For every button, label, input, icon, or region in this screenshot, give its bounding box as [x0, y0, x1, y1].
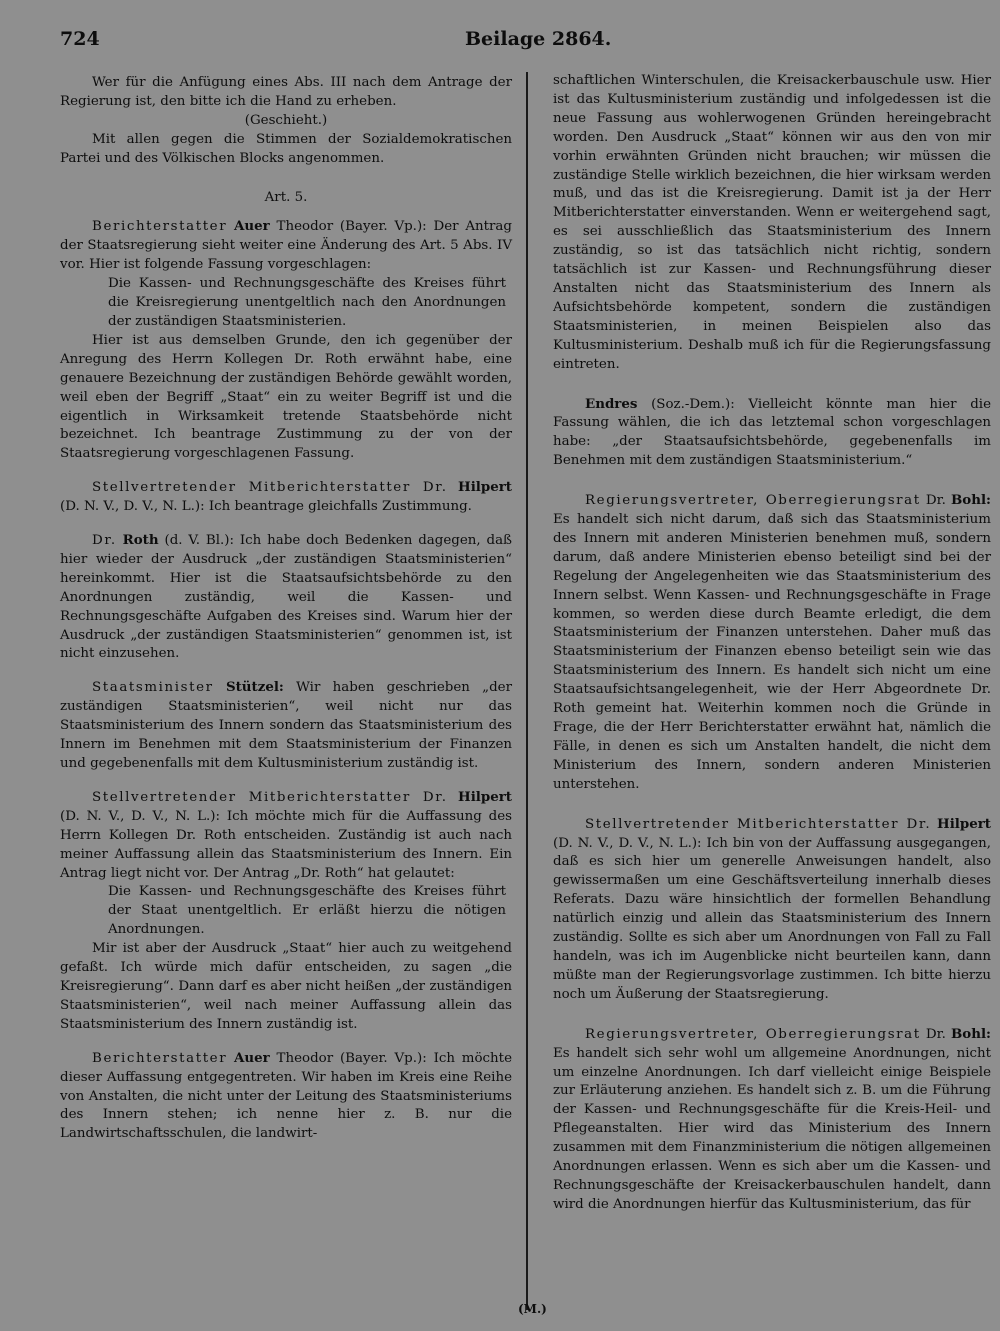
quoted-text: Die Kassen- und Rechnungsgeschäfte des Kreises führt die Kreisregierung unentgeltlich nach den Anordnungen der zuständigen Staatsministerien. [108, 276, 506, 329]
printer-mark: (M.) [518, 1302, 547, 1316]
paragraph: Mit allen gegen die Stimmen der Sozialdemokratischen Partei und des Völkischen Blocks angenommen. [60, 131, 512, 166]
article-heading: Art. 5. [264, 189, 308, 205]
speaker-role: Stellvertretender Mitberichterstatter Dr. [585, 816, 932, 832]
speaker-name: Roth [122, 532, 159, 549]
speaker-name: Hilpert [458, 788, 512, 805]
speech-paragraph [553, 395, 991, 472]
paragraph: Hier ist aus demselben Grunde, den ich gegenüber der Anregung des Herrn Kollegen Dr. Roth erwähnt habe, eine genauere Bezeichnung der zuständigen Behörde gewählt worden, weil eben der Begriff „Staat“ ein zu weiter Begriff ist und die eigentlich in Wirksamkeit tretende Staatsbehörde nicht bezeichnet. Ich beantrage Zustimmung zu der von der Staatsregierung vorgeschlagenen Fassung. [60, 332, 512, 462]
speaker-name: Hilpert [458, 479, 512, 496]
speech-text: (Soz.-Dem.): Vielleicht könnte man hier die Fassung wählen, die ich das letztemal schon vorgeschlagen habe: „der Staatsaufsichtsbehörde, gegebenenfalls im Benehmen mit dem zuständigen Staatsministerium.“ [553, 396, 991, 469]
speech-paragraph [60, 217, 512, 275]
speaker-name: Auer [234, 1049, 270, 1066]
speech-paragraph [60, 1049, 512, 1145]
speaker-title: Dr. [925, 1026, 946, 1042]
paragraph: Mir ist aber der Ausdruck „Staat“ hier auch zu weitgehend gefaßt. Ich würde mich dafür entscheiden, zu sagen „die Kreisregierung“. Dann darf es aber nicht heißen „der zuständigen Staatsministerien“, weil nach meiner Auffassung allein das Staatsministerium des Innern zuständig ist. [60, 941, 512, 1032]
speaker-role: Staatsminister [92, 680, 214, 696]
speech-text: Wir haben geschrieben „der zuständigen Staatsministerien“, weil nicht nur das Staatsministerium des Innern sondern das Staatsministerium des Innern im Benehmen mit dem Staatsministerium der Finanzen und gegebenenfalls mit dem Kultusministerium zuständig ist. [60, 680, 512, 771]
speaker-title: Dr. [925, 493, 946, 509]
speech-paragraph [60, 678, 512, 774]
speaker-name: Bohl: [950, 492, 991, 509]
speaker-name: Endres [585, 395, 638, 412]
speaker-name: Stützel: [225, 679, 284, 696]
quoted-text: Die Kassen- und Rechnungsgeschäfte des Kreises führt der Staat unentgeltlich. Er erläßt hierzu die nötigen Anordnungen. [108, 884, 506, 938]
page-header [60, 28, 990, 58]
speech-paragraph [60, 478, 512, 517]
speech-paragraph [60, 788, 512, 884]
speech-text: Theodor (Bayer. Vp.): Ich möchte dieser Auffassung entgegentreten. Wir haben im Kreis eine Reihe von Anstalten, die nicht unter der Leitung des Staatsministeriums des Innern stehen; ich nenne hier z. B. nur die Landwirtschaftsschulen, die landwirt- [60, 1050, 512, 1142]
paragraph: schaftlichen Winterschulen, die Kreisackerbauschule usw. Hier ist das Kultusministerium zuständig und infolgedessen ist die neue Fassung aus wohlerwogenen Gründen hereingebracht worden. Den Ausdruck „Staat“ können wir aus den von mir vorhin erwähnten Gründen nicht brauchen; wir müssen die zuständige Stelle wirklich bezeichnen, die hier wirksam werden muß, und das ist die Kreisregierung. Damit ist ja der Herr Mitberichterstatter einverstanden. Wenn er weitergehend sagt, es sei ausschließlich das Staatsministerium des Innern zuständig, so ist das tatsächlich nicht richtig, sondern tatsächlich ist zur Kassen- und Rechnungsführung dieser Anstalten nicht das Staatsministerium des Innern als Aufsichtsbehörde kompetent, sondern die zuständigen Staatsministerien, in meinen Beispielen also das Kultusministerium. Deshalb muß ich für die Regierungsfassung eintreten. [553, 73, 991, 372]
speaker-name: Bohl: [950, 1025, 991, 1042]
speech-paragraph [553, 491, 991, 795]
page-number: 724 [60, 28, 100, 50]
speech-paragraph [553, 815, 991, 1005]
speech-text: Es handelt sich nicht darum, daß sich das Staatsministerium des Innern mit anderen Ministerien benehmen muß, sondern darum, daß andere Ministerien ebenso beteiligt sind bei der Regelung der Angelegenheiten wie das Staatsministerium des Innern selbst. Wenn Kassen- und Rechnungsgeschäfte in Frage kommen, so werden diese durch Beamte erledigt, die dem Staatsministerium der Finanzen unterstehen. Daher muß das Staatsministerium der Finanzen ebenso beteiligt sein wie das Staatsministerium des Innern. Es handelt sich nicht um eine Staatsaufsichtsangelegenheit, wie der Herr Abgeordnete Dr. Roth gemeint hat. Weiterhin kommen noch die Gründe in Frage, die der Herr Berichterstatter erwähnt hat, nämlich die Fälle, in denen es sich um Anstalten handelt, die nicht dem Ministerium des Innern, sondern anderen Ministerien unterstehen. [553, 512, 991, 792]
running-title: Beilage 2864. [465, 28, 612, 50]
speech-text: (d. V. Bl.): Ich habe doch Bedenken dagegen, daß hier wieder der Ausdruck „der zuständigen Staatsministerien“ hereinkommt. Hier ist die Staatsaufsichtsbehörde zu den Anordnungen zuständig, weil die Kassen- und Rechnungsgeschäfte Aufgaben des Kreises sind. Warum hier der Ausdruck „der zuständigen Staatsministerien“ genommen ist, ist nicht einzusehen. [60, 533, 513, 662]
speech-text: (D. N. V., D. V., N. L.): Ich bin von der Auffassung ausgegangen, daß es sich hier um generelle Anweisungen handelt, also gewissermaßen um eine Geschäftsverteilung innerhalb dieses Referats. Dazu wäre hinsichtlich der formellen Behandlung natürlich einzig und allein das Staatsministerium des Innern zuständig. Sollte es sich aber um Anordnungen von Fall zu Fall handeln, was ich im Augenblicke nicht beurteilen kann, dann müßte man der Regierungsvorlage zustimmen. Ich bitte hierzu noch um Äußerung der Staatsregierung. [553, 835, 991, 1002]
speaker-role: Regierungsvertreter, Oberregierungsrat [585, 493, 921, 509]
parenthetical-note: (Geschieht.) [244, 112, 328, 128]
speech-text: Es handelt sich sehr wohl um allgemeine Anordnungen, nicht um einzelne Anordnungen. Ich darf vielleicht einige Beispiele zur Erläuterung anziehen. Es handelt sich z. B. um die Führung der Kassen- und Rechnungsgeschäfte für die Kreis-Heil- und Pflegeanstalten. Hier wird das Ministerium des Innern zusammen mit dem Finanzministerium die nötigen allgemeinen Anordnungen erlassen. Wenn es sich aber um die Kassen- und Rechnungsgeschäfte der Kreisackerbauschulen handelt, dann wird die Anordnungen hierfür das Kultusministerium, das für [553, 1045, 991, 1212]
speech-paragraph [60, 531, 512, 664]
speaker-role: Regierungsvertreter, Oberregierungsrat [585, 1026, 921, 1042]
speaker-name: Auer [234, 218, 270, 235]
speaker-role: Dr. [92, 533, 117, 549]
left-column [60, 74, 512, 1144]
column-divider [526, 72, 528, 1310]
speaker-role: Stellvertretender Mitberichterstatter Dr. [92, 789, 448, 805]
speaker-role: Berichterstatter [92, 219, 228, 235]
speaker-role: Stellvertretender Mitberichterstatter Dr. [92, 480, 448, 496]
speech-text: (D. N. V., D. V., N. L.): Ich möchte mich für die Auffassung des Herrn Kollegen Dr. Roth entscheiden. Zuständig ist auch nach meiner Auffassung allein das Staatsministerium des Innern. Ein Antrag liegt nicht vor. Der Antrag „Dr. Roth“ hat gelautet: [60, 808, 512, 881]
speaker-role: Berichterstatter [92, 1050, 228, 1066]
right-column [553, 72, 991, 1215]
speaker-name: Hilpert [937, 815, 991, 832]
paragraph: Wer für die Anfügung eines Abs. III nach dem Antrage der Regierung ist, den bitte ich die Hand zu erheben. [60, 75, 512, 109]
speech-text: Theodor (Bayer. Vp.): Der Antrag der Staatsregierung sieht weiter eine Änderung des Art. 5 Abs. IV vor. Hier ist folgende Fassung vorgeschlagen: [60, 219, 512, 273]
speech-paragraph [553, 1025, 991, 1215]
speech-text: (D. N. V., D. V., N. L.): Ich beantrage gleichfalls Zustimmung. [60, 499, 472, 515]
